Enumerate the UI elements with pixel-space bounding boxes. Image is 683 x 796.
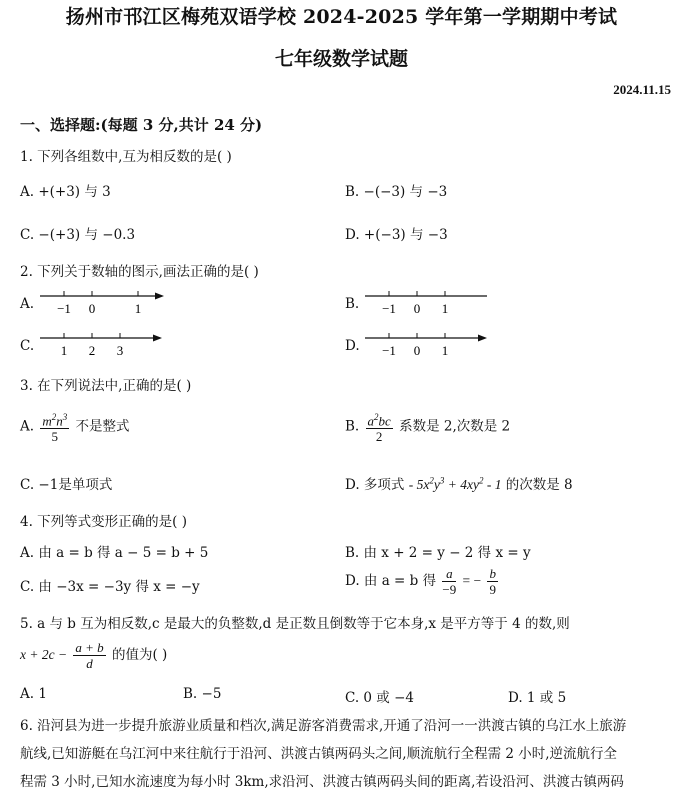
q4-d-prefix: D. 由 a = b 得	[345, 573, 437, 589]
q3-option-b	[345, 410, 510, 444]
exam-date: 2024.11.15	[613, 82, 671, 97]
q2-stem: 2. 下列关于数轴的图示,画法正确的是( )	[20, 264, 259, 280]
q3-a-numerator: $m^2n^3$	[42, 412, 68, 429]
q6-line-2: 航线,已知游艇在乌江河中来往航行于沿河、洪渡古镇两码头之间,顺流航行全程需 2 小时,逆流航行全	[20, 746, 618, 762]
q4-d-fraction-2	[487, 566, 498, 597]
q3-option-c: C. −1是单项式	[20, 477, 113, 493]
q3-a-denominator: 5	[51, 429, 59, 445]
q3-stem: 3. 在下列说法中,正确的是( )	[20, 378, 192, 394]
q2-c-tick-2: 2	[88, 343, 96, 358]
q3-b-label: B.	[345, 418, 360, 435]
q4-option-c: C. 由 −3x = −3y 得 x = −y	[20, 579, 200, 595]
q2-c-tick-3: 3	[116, 343, 124, 358]
q3-a-fraction	[40, 410, 69, 444]
q2-d-tick-2: 0	[413, 343, 421, 358]
q2-b-tick-3: 1	[441, 301, 449, 316]
q5-stem: 5. a 与 b 互为相反数,c 是最大的负整数,d 是正数且倒数等于它本身,x 是平方等于 4 的数,则	[20, 616, 570, 632]
q2-number-line-c	[40, 330, 170, 362]
q1-option-c: C. −(+3) 与 −0.3	[20, 227, 136, 243]
q4-d-fraction-1	[442, 566, 456, 597]
q5-option-b: B. −5	[183, 686, 222, 702]
q4-option-a: A. 由 a = b 得 a − 5 = b + 5	[20, 545, 209, 561]
q5-expr-suffix: 的值为( )	[111, 647, 168, 663]
q2-option-b-label: B.	[345, 296, 360, 312]
q3-option-a	[20, 410, 130, 444]
q6-line-3: 程需 3 小时,已知水流速度为每小时 3km,求沿河、洪渡古镇两码头间的距离,若设沿河、洪渡古镇两码	[20, 774, 624, 790]
q4-d-numerator-1: a	[442, 566, 456, 582]
q4-d-denominator-1: −9	[442, 582, 457, 597]
q3-a-label: A.	[20, 418, 35, 435]
q2-a-tick-3: 1	[134, 301, 142, 316]
q4-d-numerator-2: b	[489, 566, 496, 581]
q2-d-tick-3: 1	[441, 343, 449, 358]
q2-number-line-d	[365, 330, 495, 362]
q4-d-equals: = −	[462, 573, 482, 588]
q4-option-d	[345, 566, 500, 597]
q1-option-a: A. +(+3) 与 3	[20, 184, 111, 200]
q2-a-tick-1: −1	[57, 301, 71, 316]
q5-expr-prefix: x + 2c −	[20, 647, 68, 662]
exam-subtitle: 七年级数学试题	[274, 48, 408, 70]
q4-d-denominator-2: 9	[489, 582, 496, 597]
q2-c-tick-1: 1	[60, 343, 68, 358]
q3-a-text: 不是整式	[75, 418, 130, 435]
q5-expression	[20, 640, 167, 671]
section-title: 一、选择题:(每题 3 分,共计 24 分)	[20, 116, 263, 134]
q2-d-tick-1: −1	[382, 343, 396, 358]
q3-d-suffix: 的次数是 8	[505, 477, 573, 493]
q5-denominator: d	[86, 656, 93, 671]
q3-b-denominator: 2	[375, 429, 383, 445]
q5-option-d: D. 1 或 5	[508, 690, 567, 706]
q2-option-a-label: A.	[20, 296, 35, 312]
q1-option-d: D. +(−3) 与 −3	[345, 227, 448, 243]
q1-option-b: B. −(−3) 与 −3	[345, 184, 448, 200]
q2-b-tick-2: 0	[413, 301, 421, 316]
q2-a-tick-2: 0	[88, 301, 96, 316]
q3-option-d	[345, 473, 573, 493]
q1-stem: 1. 下列各组数中,互为相反数的是( )	[20, 149, 232, 165]
q2-number-line-a	[40, 288, 170, 320]
q5-numerator: a + b	[75, 640, 104, 655]
q3-d-polynomial: - $5x^2y^3 + 4xy^2 - 1$	[408, 475, 502, 492]
q4-stem: 4. 下列等式变形正确的是( )	[20, 514, 187, 530]
q5-fraction	[73, 640, 105, 671]
q3-b-text: 系数是 2,次数是 2	[399, 418, 511, 435]
exam-title: 扬州市邗江区梅苑双语学校 2024-2025 学年第一学期期中考试	[65, 6, 618, 28]
q2-option-c-label: C.	[20, 338, 35, 354]
q5-option-a: A. 1	[20, 686, 47, 702]
q3-d-prefix: D. 多项式	[345, 477, 405, 493]
q3-b-fraction	[366, 410, 393, 444]
q6-line-1: 6. 沿河县为进一步提升旅游业质量和档次,满足游客消费需求,开通了沿河一一洪渡古镇的乌江水上旅游	[20, 718, 627, 734]
q5-option-c: C. 0 或 −4	[345, 690, 415, 706]
q2-number-line-b	[365, 288, 495, 320]
q3-b-numerator: $a^2bc$	[367, 412, 391, 429]
q2-option-d-label: D.	[345, 338, 360, 354]
q2-b-tick-1: −1	[382, 301, 396, 316]
q4-option-b: B. 由 x + 2 = y − 2 得 x = y	[345, 545, 531, 561]
